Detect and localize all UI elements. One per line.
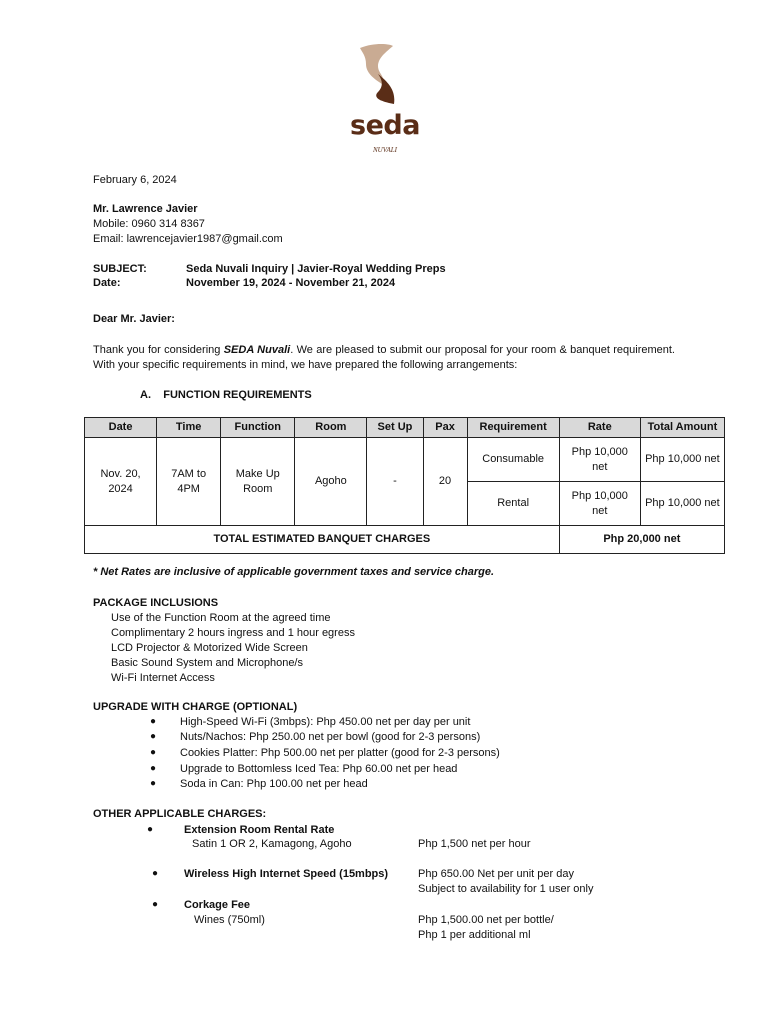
list-item: Upgrade to Bottomless Iced Tea: Php 60.00 net per head (180, 763, 458, 775)
bullet-icon: ● (150, 778, 157, 789)
recipient-name: Mr. Lawrence Javier (93, 203, 198, 215)
extension-room-title: Extension Room Rental Rate (184, 824, 335, 836)
total-label: TOTAL ESTIMATED BANQUET CHARGES (85, 526, 560, 554)
seda-nuvali-logo (340, 40, 430, 160)
cell-room: Agoho (295, 438, 367, 526)
header-date: Date (85, 418, 157, 438)
cell-date: Nov. 20, 2024 (85, 438, 157, 526)
list-item: Use of the Function Room at the agreed time (111, 612, 331, 624)
wireless-internet-price: Php 650.00 Net per unit per day (418, 868, 574, 880)
bullet-icon: ● (150, 763, 157, 774)
header-function: Function (221, 418, 295, 438)
subject-label: SUBJECT: (93, 263, 147, 275)
cell-requirement: Consumable (467, 438, 559, 482)
event-date-label: Date: (93, 277, 121, 289)
bullet-icon: ● (150, 716, 157, 727)
other-charges-heading: OTHER APPLICABLE CHARGES: (93, 808, 267, 820)
cell-time: 7AM to 4PM (157, 438, 221, 526)
bullet-icon: ● (150, 747, 157, 758)
header-rate: Rate (559, 418, 640, 438)
table-total-row (85, 526, 725, 554)
corkage-fee-detail: Wines (750ml) (194, 914, 265, 926)
list-item: LCD Projector & Motorized Wide Screen (111, 642, 308, 654)
function-requirements-table (84, 417, 725, 554)
bullet-icon: ● (147, 824, 154, 835)
seda-swirl-icon (340, 40, 430, 160)
cell-function: Make Up Room (221, 438, 295, 526)
bullet-icon: ● (152, 899, 159, 910)
header-room: Room (295, 418, 367, 438)
header-pax: Pax (423, 418, 467, 438)
cell-pax: 20 (423, 438, 467, 526)
cell-requirement: Rental (467, 482, 559, 526)
cell-total: Php 10,000 net (640, 482, 724, 526)
header-time: Time (157, 418, 221, 438)
corkage-fee-price-additional: Php 1 per additional ml (418, 929, 531, 941)
cell-total: Php 10,000 net (640, 438, 724, 482)
cell-rate: Php 10,000 net (559, 482, 640, 526)
intro-brand: SEDA Nuvali (223, 344, 291, 356)
list-item: Wi-Fi Internet Access (111, 672, 215, 684)
recipient-mobile: Mobile: 0960 314 8367 (93, 218, 205, 230)
bullet-icon: ● (152, 868, 159, 879)
table-header-row (85, 418, 725, 438)
logo-wordmark: seda (350, 110, 420, 141)
logo-subtitle: NUVALI (373, 146, 397, 154)
extension-room-detail: Satin 1 OR 2, Kamagong, Agoho (192, 838, 352, 850)
intro-text-end: . We are pleased to submit our proposal for your room & banquet requirement. With your specific requirements in mind, we have prepared the following arrangements: (93, 344, 675, 371)
bullet-icon: ● (150, 731, 157, 742)
cell-rate: Php 10,000 net (559, 438, 640, 482)
cell-setup: - (367, 438, 423, 526)
list-item: Soda in Can: Php 100.00 net per head (180, 778, 368, 790)
header-total-amount: Total Amount (640, 418, 724, 438)
list-item: Complimentary 2 hours ingress and 1 hour egress (111, 627, 355, 639)
table-row (85, 438, 725, 482)
list-item: Basic Sound System and Microphone/s (111, 657, 303, 669)
event-date-value: November 19, 2024 - November 21, 2024 (186, 277, 396, 289)
header-requirement: Requirement (467, 418, 559, 438)
recipient-email: Email: lawrencejavier1987@gmail.com (93, 233, 283, 245)
subject-value: Seda Nuvali Inquiry | Javier-Royal Wedding Preps (186, 263, 446, 275)
list-item: Nuts/Nachos: Php 250.00 net per bowl (good for 2-3 persons) (180, 731, 481, 743)
list-item: High-Speed Wi-Fi (3mbps): Php 450.00 net per day per unit (180, 716, 471, 728)
intro-paragraph (93, 343, 675, 373)
upgrade-heading: UPGRADE WITH CHARGE (OPTIONAL) (93, 701, 298, 713)
extension-room-price: Php 1,500 net per hour (418, 838, 531, 850)
total-value: Php 20,000 net (559, 526, 724, 554)
corkage-fee-price: Php 1,500.00 net per bottle/ (418, 914, 554, 926)
salutation: Dear Mr. Javier: (93, 313, 175, 325)
wireless-internet-title: Wireless High Internet Speed (15mbps) (184, 868, 389, 880)
intro-text-start: Thank you for considering (93, 344, 224, 356)
letter-date: February 6, 2024 (93, 174, 177, 186)
wireless-internet-note: Subject to availability for 1 user only (418, 883, 594, 895)
package-inclusions-heading: PACKAGE INCLUSIONS (93, 597, 219, 609)
header-setup: Set Up (367, 418, 423, 438)
corkage-fee-title: Corkage Fee (184, 899, 251, 911)
net-rates-note: * Net Rates are inclusive of applicable government taxes and service charge. (93, 566, 495, 578)
list-item: Cookies Platter: Php 500.00 net per platter (good for 2-3 persons) (180, 747, 500, 759)
section-a-heading: A. FUNCTION REQUIREMENTS (140, 389, 312, 401)
